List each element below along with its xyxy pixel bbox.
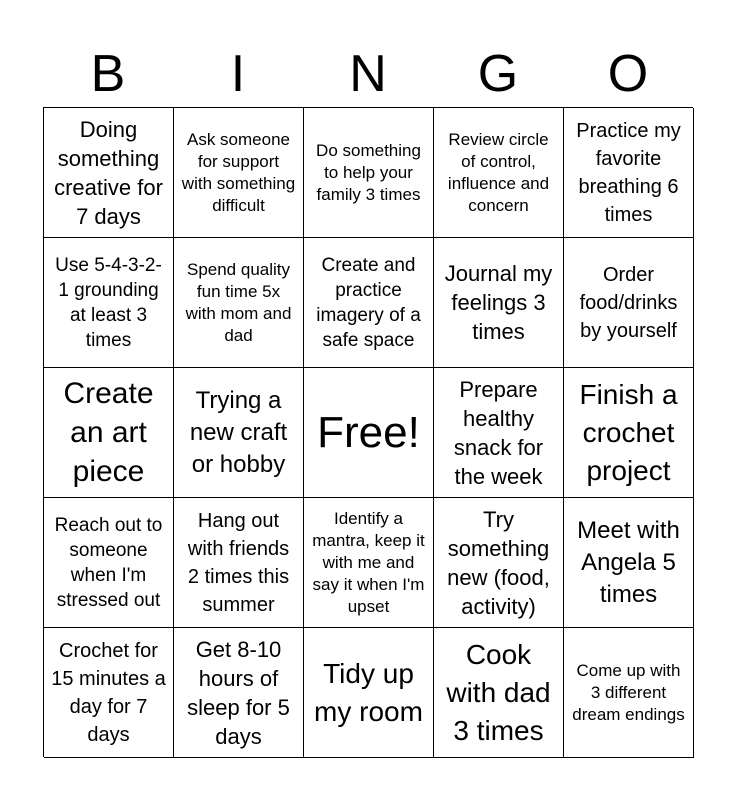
bingo-cell[interactable] <box>564 498 694 628</box>
bingo-cell[interactable] <box>304 108 434 238</box>
cell-text: Try something new (food, activity) <box>447 506 550 619</box>
cell-text: Prepare healthy snack for the week <box>453 376 544 489</box>
cell-text: Reach out to someone when I'm stressed out <box>54 514 163 611</box>
cell-text: Spend quality fun time 5x with mom and dad <box>185 259 292 345</box>
cell-text: Identify a mantra, keep it with me and say it when I'm upset <box>312 508 425 616</box>
cell-text: Hang out with friends 2 times this summer <box>187 509 290 616</box>
cell-text: Create an art piece <box>63 377 154 488</box>
cell-text: Crochet for 15 minutes a day for 7 days <box>51 639 166 746</box>
free-space-text: Free! <box>317 407 420 457</box>
bingo-cell[interactable] <box>564 368 694 498</box>
bingo-cell[interactable] <box>434 498 564 628</box>
cell-text: Cook with dad 3 times <box>446 638 551 746</box>
bingo-header <box>43 40 693 108</box>
cell-text: Use 5-4-3-2-1 grounding at least 3 times <box>55 254 162 351</box>
cell-text: Review circle of control, influence and concern <box>447 129 550 215</box>
header-letter-b: B <box>90 45 126 103</box>
header-letter-i: I <box>230 45 246 103</box>
bingo-cell[interactable] <box>174 628 304 758</box>
bingo-cell[interactable] <box>434 108 564 238</box>
bingo-cell[interactable] <box>434 628 564 758</box>
bingo-cell[interactable] <box>44 108 174 238</box>
cell-text: Do something to help your family 3 times <box>316 140 421 204</box>
cell-text: Ask someone for support with something difficult <box>181 129 296 215</box>
cell-text: Create and practice imagery of a safe space <box>316 254 421 351</box>
bingo-cell[interactable] <box>44 498 174 628</box>
cell-text: Finish a crochet project <box>579 378 678 486</box>
cell-text: Meet with Angela 5 times <box>577 516 680 608</box>
cell-text: Tidy up my room <box>314 657 423 727</box>
cell-text: Trying a new craft or hobby <box>189 386 288 478</box>
bingo-cell[interactable] <box>174 108 304 238</box>
header-letter-g: G <box>477 45 519 103</box>
cell-text: Practice my favorite breathing 6 times <box>576 119 681 226</box>
bingo-cell[interactable] <box>434 368 564 498</box>
bingo-cell[interactable] <box>434 238 564 368</box>
header-letter-o: O <box>607 45 649 103</box>
bingo-cell[interactable] <box>304 628 434 758</box>
cell-text: Order food/drinks by yourself <box>579 263 678 342</box>
bingo-cell[interactable] <box>44 238 174 368</box>
bingo-grid <box>43 107 693 757</box>
cell-text: Doing something creative for 7 days <box>54 116 163 229</box>
bingo-cell[interactable] <box>564 108 694 238</box>
cell-text: Journal my feelings 3 times <box>444 261 553 344</box>
header-letter-n: N <box>349 45 387 103</box>
bingo-cell[interactable] <box>564 628 694 758</box>
bingo-cell[interactable] <box>174 238 304 368</box>
bingo-cell[interactable] <box>174 368 304 498</box>
bingo-cell[interactable] <box>174 498 304 628</box>
free-space[interactable] <box>304 368 434 498</box>
bingo-cell[interactable] <box>304 498 434 628</box>
bingo-cell[interactable] <box>304 238 434 368</box>
bingo-cell[interactable] <box>564 238 694 368</box>
bingo-cell[interactable] <box>44 628 174 758</box>
cell-text: Come up with 3 different dream endings <box>572 660 685 724</box>
bingo-cell[interactable] <box>44 368 174 498</box>
cell-text: Get 8-10 hours of sleep for 5 days <box>187 636 290 749</box>
